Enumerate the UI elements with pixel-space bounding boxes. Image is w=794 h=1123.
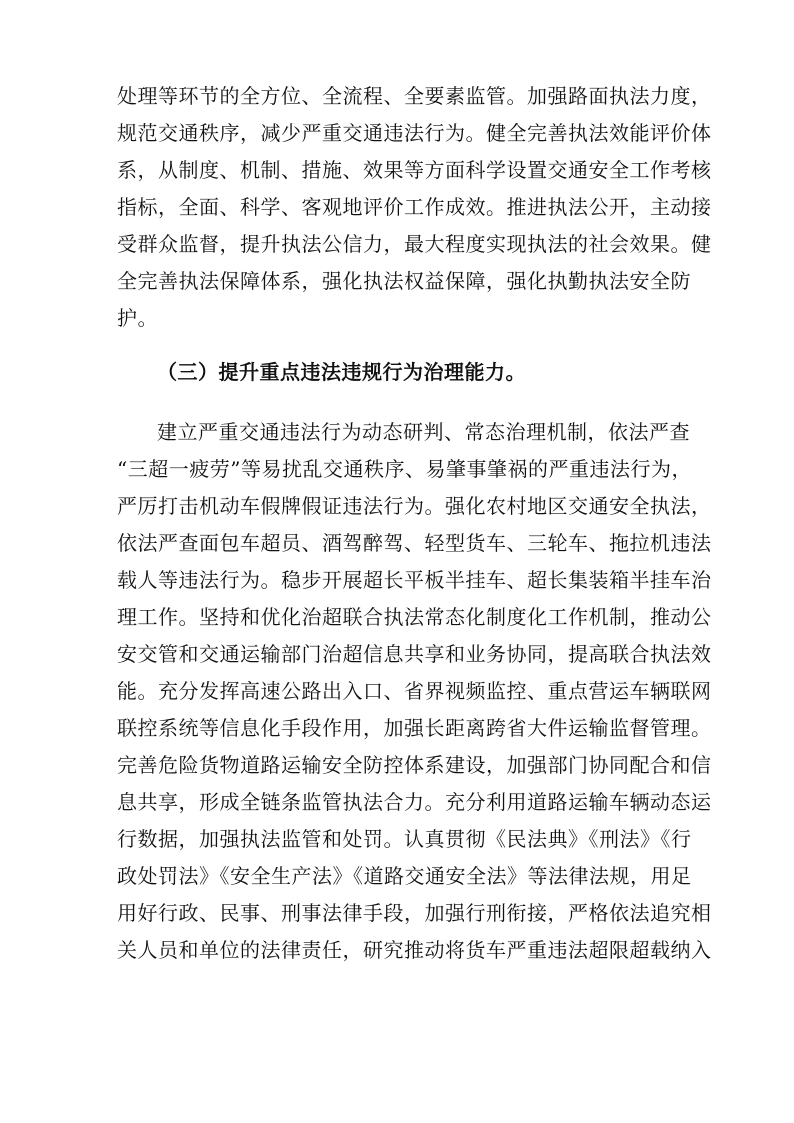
paragraph-2-line: 政处罚法》《安全生产法》《道路交通安全法》等法律法规，用足 — [117, 864, 692, 888]
paragraph-1-line: 规范交通秩序，减少严重交通违法行为。健全完善执法效能评价体 — [117, 121, 712, 145]
paragraph-1-line: 受群众监督，提升执法公信力，最大程度实现执法的社会效果。健 — [117, 232, 712, 256]
paragraph-1-line: 处理等环节的全方位、全流程、全要素监管。加强路面执法力度， — [117, 84, 712, 108]
paragraph-1-line: 护。 — [117, 306, 158, 330]
paragraph-1-line: 指标，全面、科学、客观地评价工作成效。推进执法公开，主动接 — [117, 195, 712, 219]
paragraph-2-line: 息共享，形成全链条监管执法合力。充分利用道路运输车辆动态运 — [117, 790, 712, 814]
paragraph-2-line: 关人员和单位的法律责任，研究推动将货车严重违法超限超载纳入 — [117, 938, 712, 962]
paragraph-2-line: 依法严查面包车超员、酒驾醉驾、轻型货车、三轮车、拖拉机违法 — [117, 531, 712, 555]
paragraph-2-line: 联控系统等信息化手段作用，加强长距离跨省大件运输监督管理。 — [117, 716, 712, 740]
paragraph-1-line: 全完善执法保障体系，强化执法权益保障，强化执勤执法安全防 — [117, 269, 691, 293]
paragraph-2-line: 严厉打击机动车假牌假证违法行为。强化农村地区交通安全执法， — [117, 494, 712, 518]
paragraph-2-line: 理工作。坚持和优化治超联合执法常态化制度化工作机制，推动公 — [117, 605, 712, 629]
paragraph-2-line: 载人等违法行为。稳步开展超长平板半挂车、超长集装箱半挂车治 — [117, 568, 712, 592]
paragraph-2-line: 用好行政、民事、刑事法律手段，加强行刑衔接，严格依法追究相 — [117, 901, 712, 925]
paragraph-1-line: 系，从制度、机制、措施、效果等方面科学设置交通安全工作考核 — [117, 158, 712, 182]
paragraph-2-line: 完善危险货物道路运输安全防控体系建设，加强部门协同配合和信 — [117, 753, 712, 777]
paragraph-2-line: 能。充分发挥高速公路出入口、省界视频监控、重点营运车辆联网 — [117, 679, 712, 703]
paragraph-2-line: 安交管和交通运输部门治超信息共享和业务协同，提高联合执法效 — [117, 642, 712, 666]
paragraph-2-line: “三超一疲劳”等易扰乱交通秩序、易肇事肇祸的严重违法行为， — [117, 457, 692, 481]
paragraph-2-line: 行数据，加强执法监管和处罚。认真贯彻《民法典》《刑法》《行 — [117, 827, 692, 851]
paragraph-2-line: 建立严重交通违法行为动态研判、常态治理机制，依法严查 — [157, 420, 690, 444]
section-heading: （三）提升重点违法违规行为治理能力。 — [157, 360, 526, 384]
